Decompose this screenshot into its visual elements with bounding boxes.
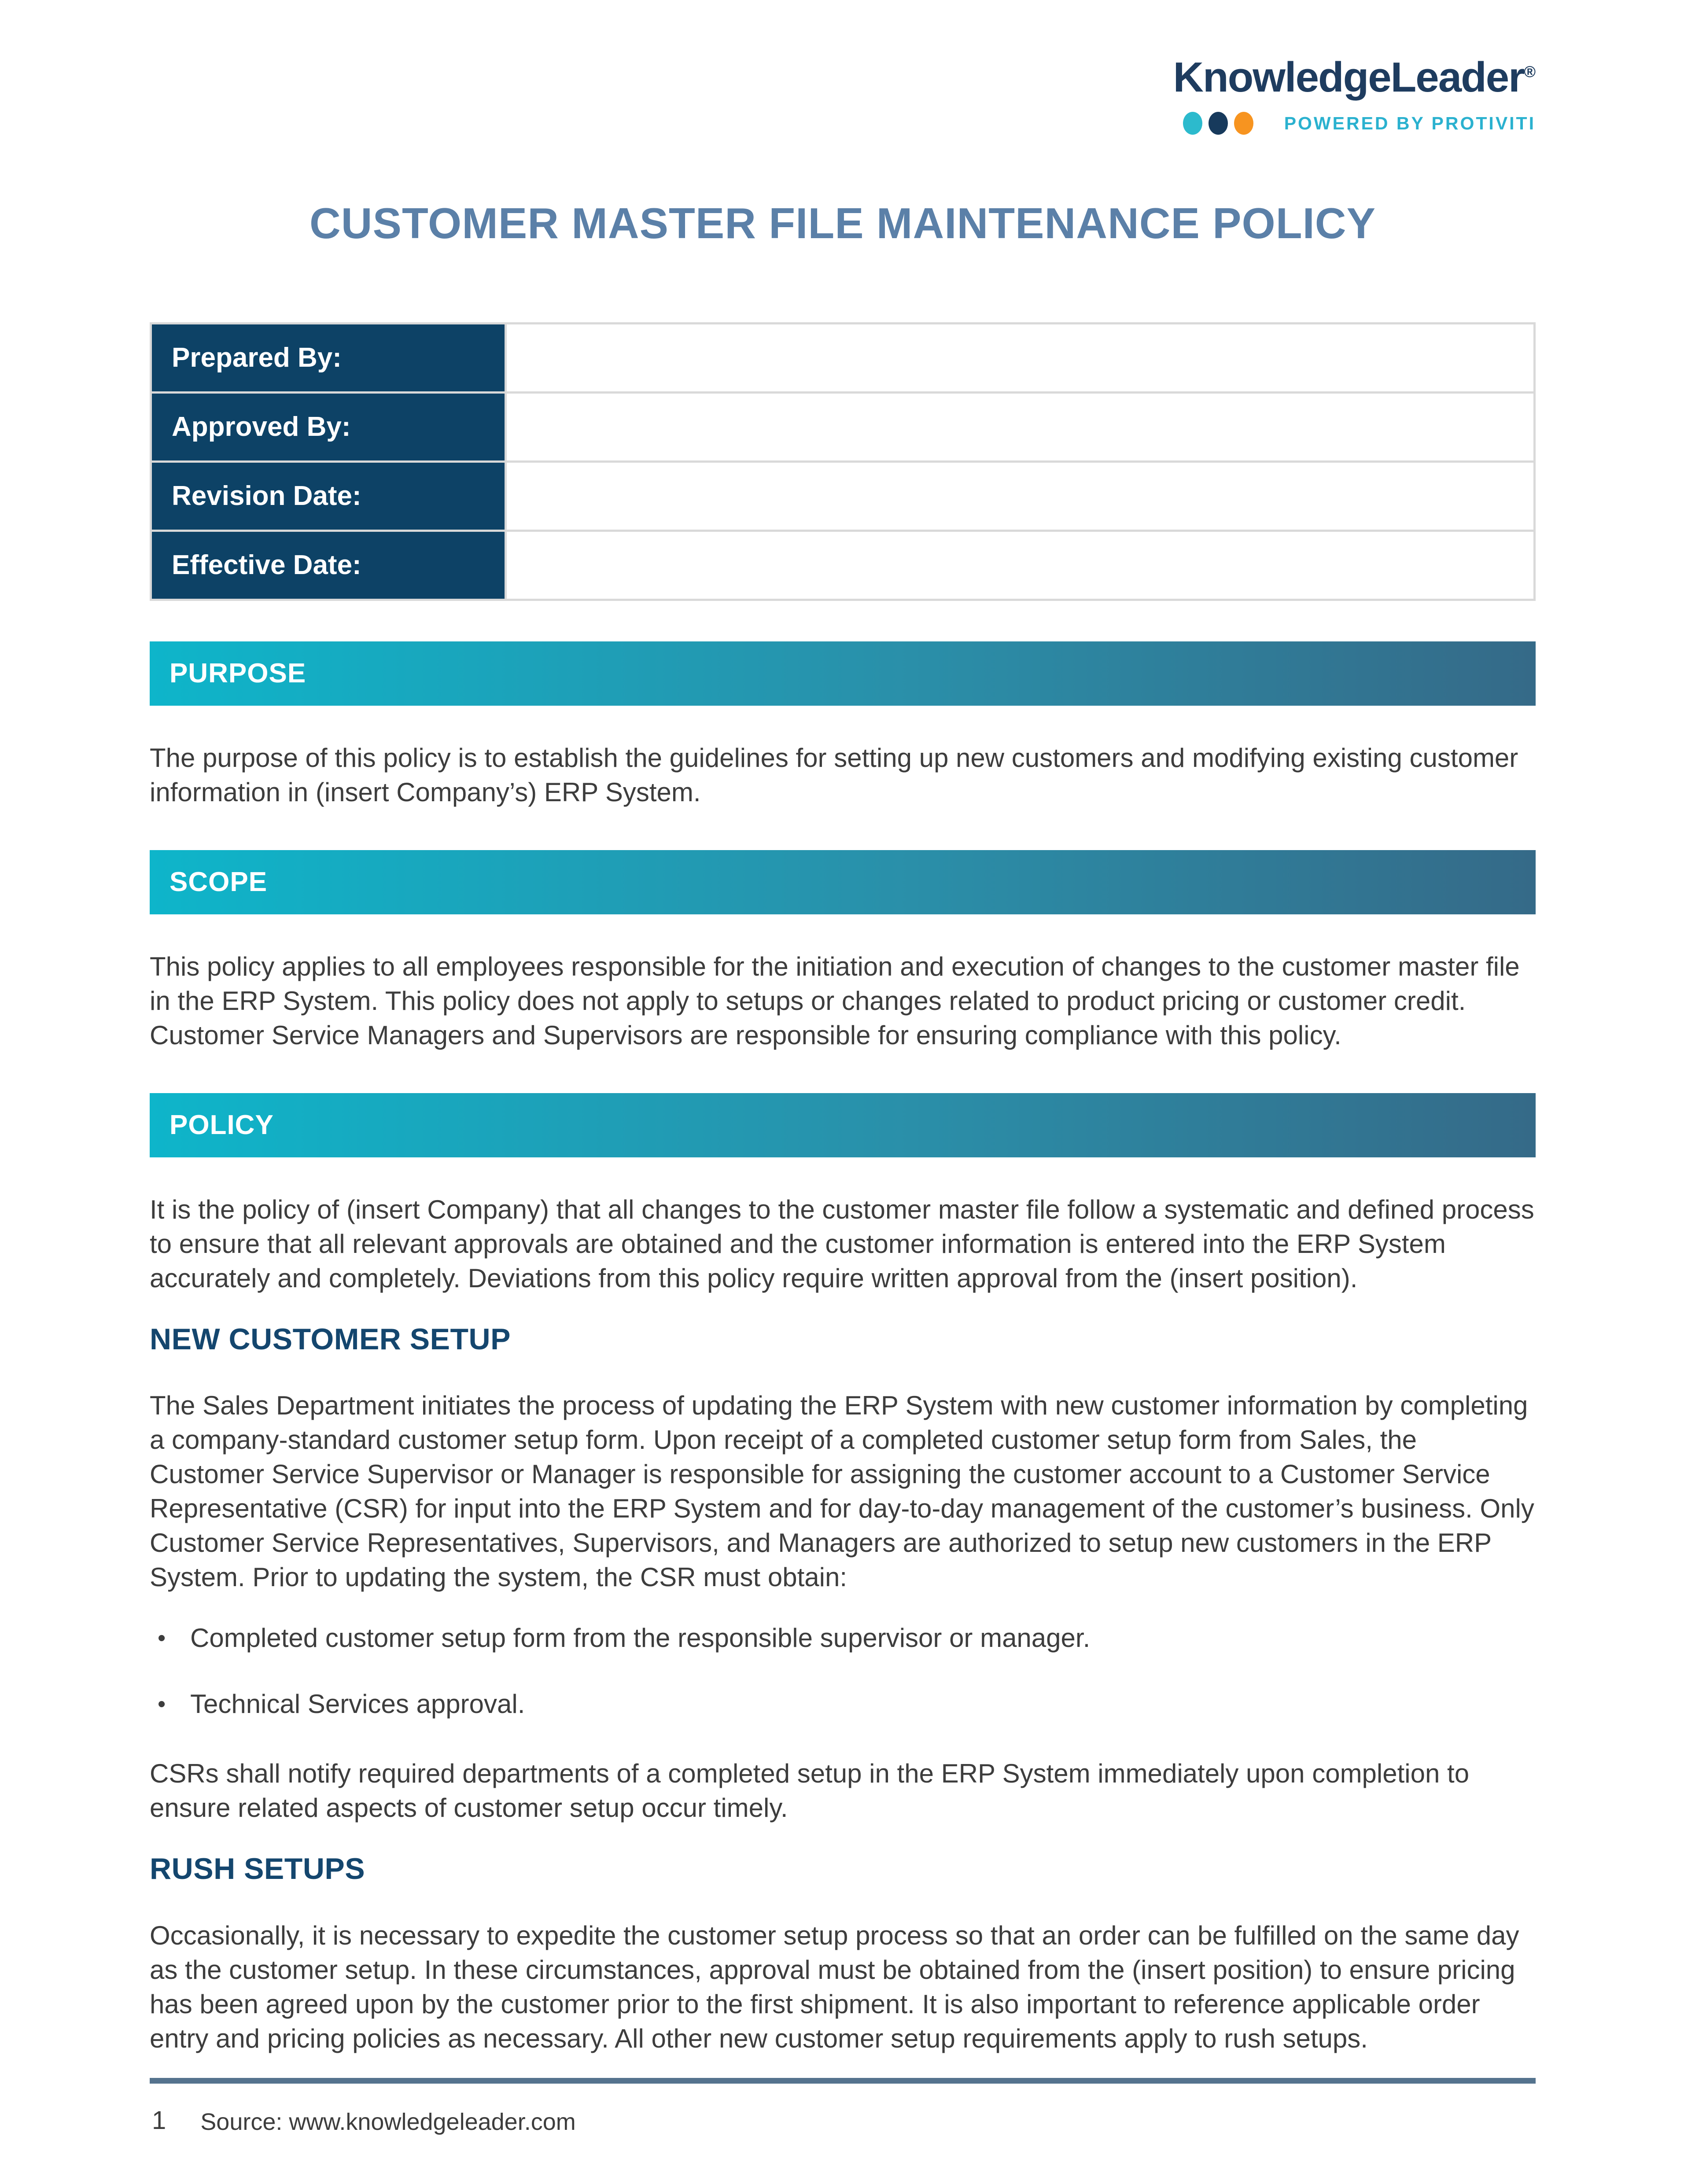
list-item: • Technical Services approval. xyxy=(150,1687,1536,1721)
footer-divider xyxy=(150,2078,1536,2084)
rush-setups-body: Occasionally, it is necessary to expedite the customer setup process so that an order can be fulfilled on the same day as the customer setup. In these circumstances, approval must be obtained from the (insert position) to ensure pricing has been agreed upon by the customer prior to the first shipment. It is also important to reference applicable order entry and pricing policies as necessary. All other new customer setup requirements apply to rush setups. xyxy=(150,1921,1519,2054)
logo-tagline-row xyxy=(1183,112,1536,135)
registered-trademark-icon: ® xyxy=(1524,63,1536,81)
table-row xyxy=(151,323,1535,392)
new-customer-setup-outro: CSRs shall notify required departments of a completed setup in the ERP System immediately upon completion to ensure related aspects of customer setup occur timely. xyxy=(150,1759,1470,1823)
list-item: • Completed customer setup form from the responsible supervisor or manager. xyxy=(150,1621,1536,1655)
logo-dots-icon xyxy=(1183,112,1253,135)
knowledgeleader-logo xyxy=(150,0,1536,135)
rush-setups-heading: RUSH SETUPS xyxy=(150,1852,365,1886)
new-customer-setup-intro: The Sales Department initiates the process of updating the ERP System with new customer information by completing a company-standard customer setup form. Upon receipt of a completed customer setup form from Sales, the Customer Service Supervisor or Manager is responsible for assigning the customer account to a Customer Service Representative (CSR) for input into the ERP System and for day-to-day management of the customer’s business. Only Customer Service Representatives, Supervisors, and Managers are authorized to setup new customers in the ERP System. Prior to updating the system, the CSR must obtain: xyxy=(150,1391,1534,1592)
purpose-heading: PURPOSE xyxy=(170,658,306,689)
approved-by-label: Approved By: xyxy=(151,392,506,461)
teal-dot-icon xyxy=(1183,112,1202,135)
table-row xyxy=(151,461,1535,530)
orange-dot-icon xyxy=(1234,112,1253,135)
revision-date-label: Revision Date: xyxy=(151,461,506,530)
policy-body: It is the policy of (insert Company) that all changes to the customer master file follow a systematic and defined process to ensure that all relevant approvals are obtained and the customer information is entered into the ERP System accurately and completely. Deviations from this policy require written approval from the (insert position). xyxy=(150,1194,1534,1293)
table-row xyxy=(151,530,1535,600)
page-number: 1 xyxy=(152,2106,166,2135)
scope-section-header xyxy=(150,850,1536,914)
logo-tagline: POWERED BY PROTIVITI xyxy=(1284,113,1536,133)
purpose-section-header xyxy=(150,641,1536,706)
approved-by-value xyxy=(506,392,1535,461)
effective-date-label: Effective Date: xyxy=(151,530,506,600)
policy-heading: POLICY xyxy=(170,1110,274,1141)
scope-heading: SCOPE xyxy=(170,867,268,898)
prepared-by-value xyxy=(506,323,1535,392)
revision-date-value xyxy=(506,461,1535,530)
new-customer-setup-bullets xyxy=(150,1621,1536,1721)
effective-date-value xyxy=(506,530,1535,600)
table-row xyxy=(151,392,1535,461)
purpose-body: The purpose of this policy is to establish the guidelines for setting up new customers and modifying existing customer information in (insert Company’s) ERP System. xyxy=(150,743,1518,807)
scope-body: This policy applies to all employees responsible for the initiation and execution of changes to the customer master file in the ERP System. This policy does not apply to setups or changes related to product pricing or customer credit. Customer Service Managers and Supervisors are responsible for ensuring compliance with this policy. xyxy=(150,951,1520,1050)
navy-dot-icon xyxy=(1209,112,1228,135)
new-customer-setup-heading: NEW CUSTOMER SETUP xyxy=(150,1322,511,1356)
prepared-by-label: Prepared By: xyxy=(151,323,506,392)
page-title: CUSTOMER MASTER FILE MAINTENANCE POLICY xyxy=(310,199,1376,247)
footer xyxy=(152,2108,576,2136)
logo-wordmark-text: KnowledgeLeader xyxy=(1173,54,1524,101)
document-info-table xyxy=(150,322,1536,601)
policy-section-header xyxy=(150,1093,1536,1157)
logo-wordmark xyxy=(1173,56,1536,99)
source-text: Source: www.knowledgeleader.com xyxy=(200,2109,576,2135)
